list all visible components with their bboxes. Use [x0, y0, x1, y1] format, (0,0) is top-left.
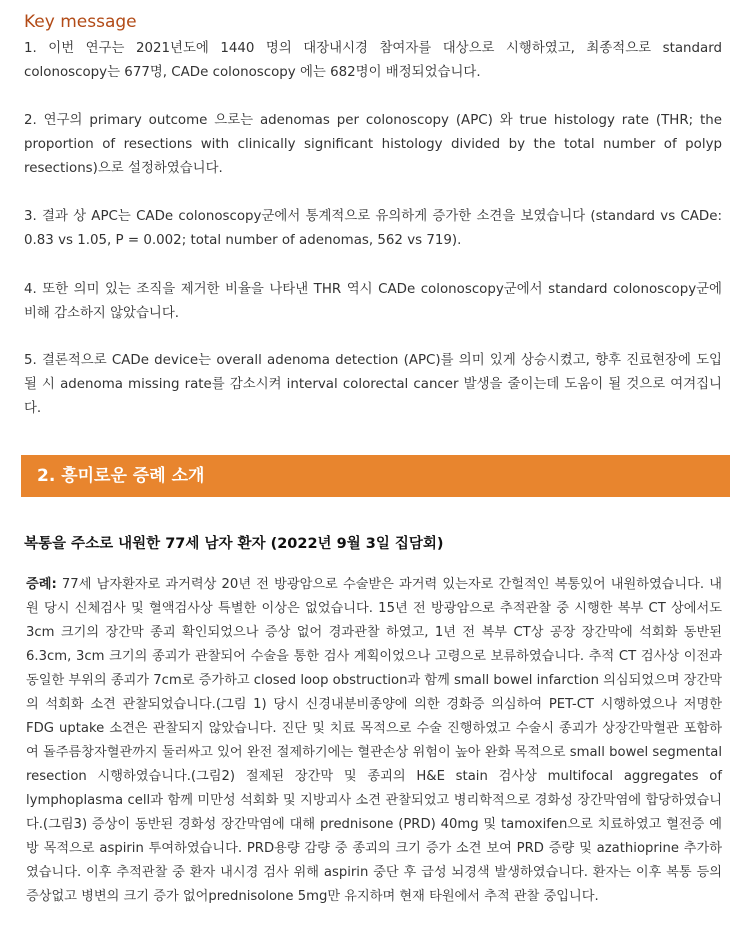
key-message-heading: Key message	[24, 12, 137, 32]
key-message-item-5: 5. 결론적으로 CADe device는 overall adenoma detection (APC)를 의미 있게 상승시켰고, 향후 진료현장에 도입될 시 adenoma missing rate를 감소시켜 interval colorectal cancer 발생을 줄이는데 도움이 될 것으로 여겨집니다.	[24, 353, 722, 416]
key-message-item-4: 4. 또한 의미 있는 조직을 제거한 비율을 나타낸 THR 역시 CADe colonoscopy군에서 standard colonoscopy군에 비해 감소하지 않았습니다.	[24, 282, 722, 321]
case-title: 복통을 주소로 내원한 77세 남자 환자 (2022년 9월 3일 집담회)	[24, 536, 444, 552]
section-title: 2. 흥미로운 증례 소개	[37, 466, 205, 486]
case-body	[26, 573, 722, 909]
key-message-item-2: 2. 연구의 primary outcome 으로는 adenomas per colonoscopy (APC) 와 true histology rate (THR; the proportion of resections with clinically significant histology divided by the total number of polyp resections)으로 설정하였습니다.	[24, 113, 722, 176]
case-body-text: 77세 남자환자로 과거력상 20년 전 방광암으로 수술받은 과거력 있는자로 간헐적인 복통있어 내원하였습니다. 내원 당시 신체검사 및 혈액검사상 특별한 이상은 없었습니다. 15년 전 방광암으로 추적관찰 중 시행한 복부 CT 상에서도 3cm 크기의 장간막 종괴 확인되었으나 증상 없어 경과관찰 하였고, 1년 전 복부 CT상 공장 장간막에 석회화 동반된 6.3cm, 3cm 크기의 종괴가 관찰되어 수술을 통한 검사 계획이었으나 고령으로 보류하였습니다. 추적 CT 검사상 이전과 동일한 부위의 종괴가 7cm로 증가하고 closed loop obstruction과 함께 small bowel infarction 의심되었으며 장간막의 석회화 소견 관찰되었습니다.(그림 1) 당시 신경내분비종양에 의한 경화증 의심하여 PET-CT 시행하였으나 저명한 FDG uptake 소견은 관찰되지 않았습니다. 진단 및 치료 목적으로 수술 진행하였고 수술시 종괴가 상장간막혈관 포함하여 돌주름창자혈관까지 둘러싸고 있어 완전 절제하기에는 혈관손상 위험이 높아 완화 목적으로 small bowel segmental resection 시행하였습니다.(그림2) 절제된 장간막 및 종괴의 H&E stain 검사상 multifocal aggregates of lymphoplasma cell과 함께 미만성 석회화 및 지방괴사 소견 관찰되었고 병리학적으로 경화성 장간막염에 합당하였습니다.(그림3) 증상이 동반된 경화성 장간막염에 대해 prednisone (PRD) 40mg 및 tamoxifen으로 치료하였고 혈전증 예방 목적으로 aspirin 투여하였습니다. PRD용량 감량 중 종괴의 크기 증가 소견 보여 PRD 증량 및 azathioprine 추가하였습니다. 이후 추적관찰 중 환자 내시경 검사 위해 aspirin 중단 후 급성 뇌경색 발생하였습니다. 환자는 이후 복통 등의 증상없고 병변의 크기 증가 없어prednisolone 5mg만 유지하며 현재 타원에서 추적 관찰 중입니다.	[26, 577, 722, 904]
key-message-item-3: 3. 결과 상 APC는 CADe colonoscopy군에서 통계적으로 유의하게 증가한 소견을 보였습니다 (standard vs CADe: 0.83 vs 1.05, P = 0.002; total number of adenomas, 562 vs 719).	[24, 209, 722, 248]
key-message-item-1: 1. 이번 연구는 2021년도에 1440 명의 대장내시경 참여자를 대상으로 시행하였고, 최종적으로 standard colonoscopy는 677명, CADe colonoscopy 에는 682명이 배정되었습니다.	[24, 41, 722, 80]
case-label: 증례:	[26, 577, 57, 592]
section-header-bar	[21, 455, 730, 497]
